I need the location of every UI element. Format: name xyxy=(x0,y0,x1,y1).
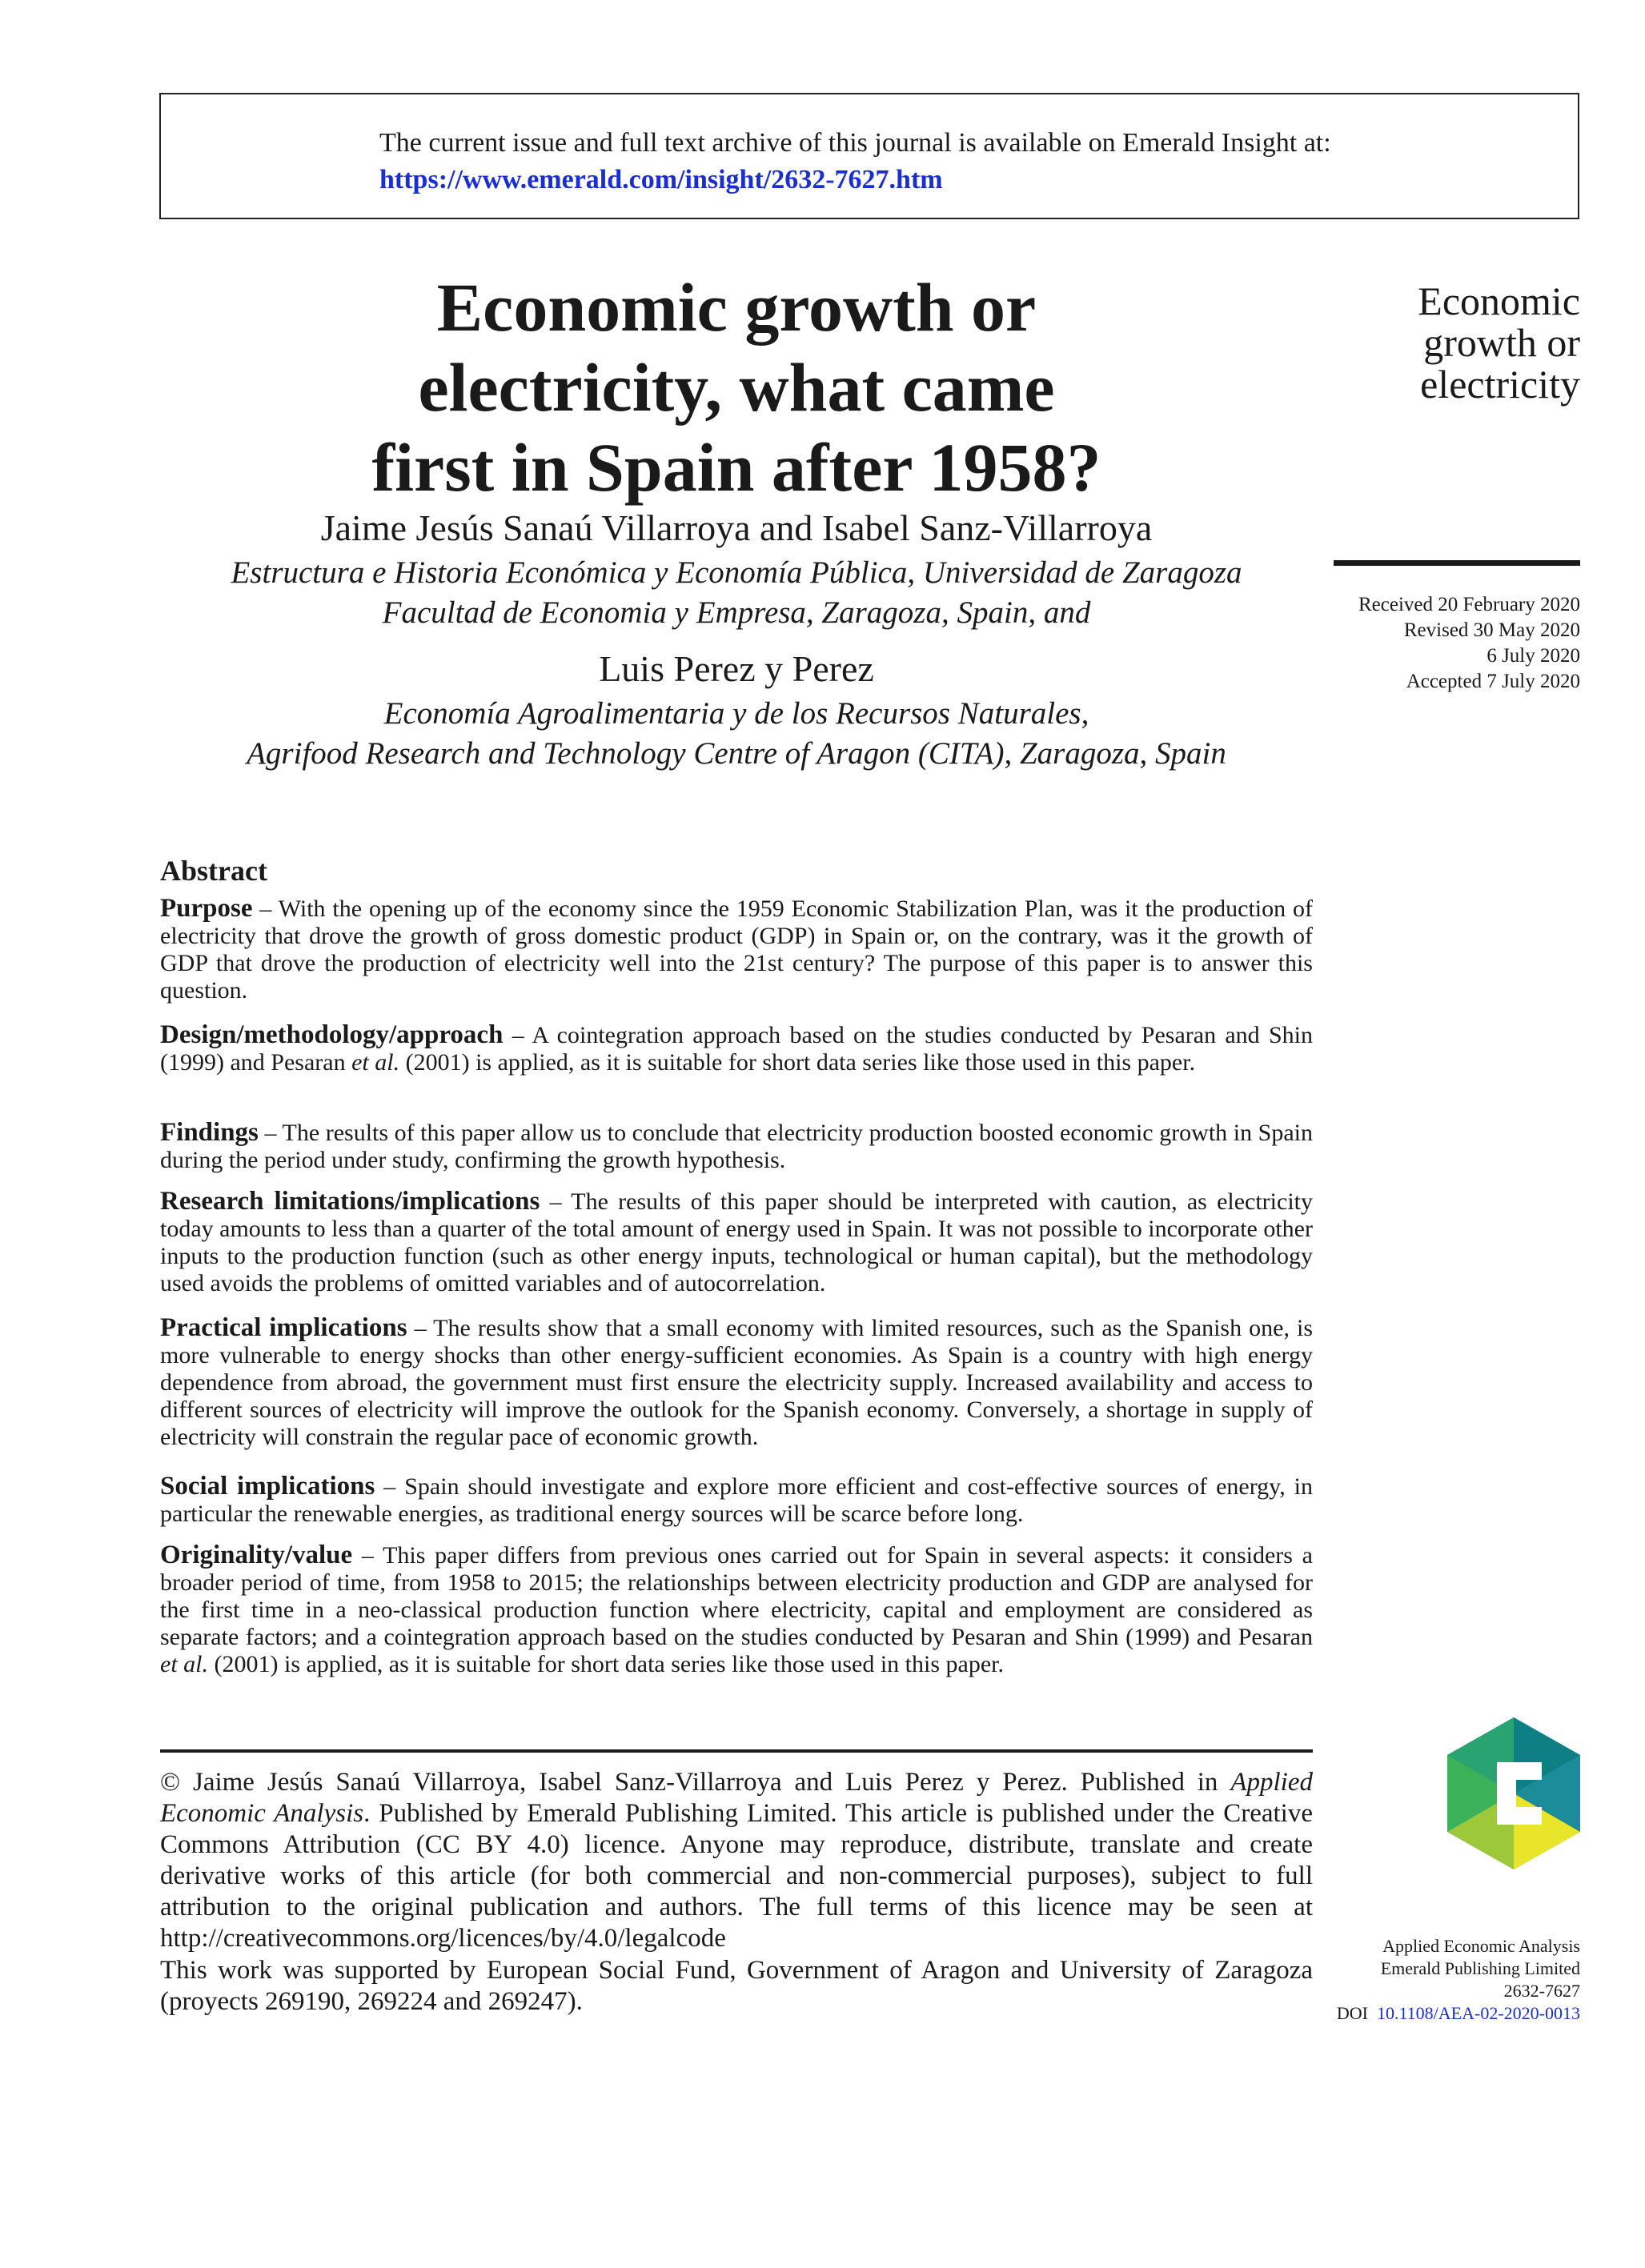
findings-label: Findings xyxy=(160,1118,259,1147)
license-text-b: . Published by Emerald Publishing Limited. This article is published under the Creative Commons Attribution (CC BY 4.0) licence. Anyone may reproduce, distribute, translate and create derivative works of this article (for both commercial and non-commercial purposes), subject to full attribution to the original publication and authors. The full terms of this licence may be seen at http://creativecommons.org/licences/by/4.0/legalcode xyxy=(160,1799,1313,1953)
originality-text-b: (2001) is applied, as it is suitable for short data series like those used in this paper. xyxy=(208,1651,1004,1677)
title-line-3: first in Spain after 1958? xyxy=(371,429,1101,506)
journal-name: Applied Economic Analysis xyxy=(1382,1936,1580,1956)
purpose-text: – With the opening up of the economy since the 1959 Economic Stabilization Plan, was it the production of electricity that drove the growth of gross domestic product (GDP) in Spain or, on the contrary, was it the growth of GDP that drove the production of electricity well into the 21st century? The purpose of this paper is to answer this question. xyxy=(160,896,1313,1004)
limitations-label: Research limitations/implications xyxy=(160,1187,540,1216)
article-history-dates xyxy=(1281,592,1580,695)
design-label: Design/methodology/approach xyxy=(160,1020,504,1049)
journal-logo-mark xyxy=(1447,1717,1580,1869)
article-title xyxy=(264,267,1209,507)
title-line-1: Economic growth or xyxy=(436,269,1037,346)
practical-label: Practical implications xyxy=(160,1313,407,1342)
abstract-findings xyxy=(160,1119,1313,1174)
authors-line-1: Jaime Jesús Sanaú Villarroya and Isabel Sanz-Villarroya xyxy=(320,507,1153,548)
journal-metadata xyxy=(1281,1935,1580,2025)
abstract-practical xyxy=(160,1314,1313,1451)
abstract-design xyxy=(160,1021,1313,1076)
license-divider xyxy=(160,1749,1313,1753)
authors-line-2: Luis Perez y Perez xyxy=(599,648,874,689)
doi-label: DOI xyxy=(1336,2003,1368,2023)
funding-statement: This work was supported by European Social Fund, Government of Aragon and University of Zaragoza (proyects 269190, 269224 and 269247). xyxy=(160,1956,1313,2016)
design-text-b: (2001) is applied, as it is suitable for short data series like those used in this paper. xyxy=(399,1049,1196,1076)
originality-etal: et al. xyxy=(160,1651,208,1677)
revised-date-2: 6 July 2020 xyxy=(1487,645,1580,667)
running-head-line-1: Economic xyxy=(1418,278,1580,323)
license-journal-name: Applied Economic Analysis xyxy=(160,1768,1313,1828)
social-text: – Spain should investigate and explore more efficient and cost-effective sources of energy, in particular the renewable energies, as traditional energy sources will be scarce before long. xyxy=(160,1473,1313,1527)
license-text-a: © Jaime Jesús Sanaú Villarroya, Isabel Sanz-Villarroya and Luis Perez y Perez. Published in xyxy=(160,1768,1231,1797)
purpose-label: Purpose xyxy=(160,894,253,923)
issn: 2632-7627 xyxy=(1503,1981,1580,2001)
journal-logo xyxy=(1447,1717,1580,1869)
affiliation-1-line-2: Facultad de Economia y Empresa, Zaragoza, Spain, and xyxy=(382,595,1091,630)
originality-label: Originality/value xyxy=(160,1541,353,1569)
right-column-rule xyxy=(1334,560,1580,566)
social-label: Social implications xyxy=(160,1472,375,1501)
affiliation-2-line-2: Agrifood Research and Technology Centre of Aragon (CITA), Zaragoza, Spain xyxy=(247,736,1226,771)
publisher-name: Emerald Publishing Limited xyxy=(1380,1958,1580,1978)
originality-text-a: – This paper differs from previous ones carried out for Spain in several aspects: it considers a broader period of time, from 1958 to 2015; the relationships between electricity production and GDP are analysed for the first time in a neo-classical production function where electricity, capital and employment are considered as separate factors; and a cointegration approach based on the studies conducted by Pesaran and Shin (1999) and Pesaran xyxy=(160,1542,1313,1650)
abstract-social xyxy=(160,1473,1313,1528)
design-etal: et al. xyxy=(351,1049,400,1076)
practical-text: – The results show that a small economy with limited resources, such as the Spanish one, is more vulnerable to energy shocks than other energy-sufficient economies. As Spain is a country with high energy dependence from abroad, the government must first ensure the electricity supply. Increased availability and access to different sources of electricity will improve the outlook for the Spanish economy. Conversely, a shortage in supply of electricity will constrain the regular pace of economic growth. xyxy=(160,1315,1313,1450)
abstract-limitations xyxy=(160,1188,1313,1297)
archive-notice-box xyxy=(159,93,1579,219)
findings-text: – The results of this paper allow us to conclude that electricity production boosted economic growth in Spain during the period under study, confirming the growth hypothesis. xyxy=(160,1120,1313,1173)
accepted-date: Accepted 7 July 2020 xyxy=(1406,671,1580,692)
received-date: Received 20 February 2020 xyxy=(1358,594,1580,615)
archive-notice-text: The current issue and full text archive of this journal is available on Emerald Insight at: xyxy=(379,128,1331,158)
title-line-2: electricity, what came xyxy=(418,349,1055,426)
doi-line xyxy=(1281,2002,1580,2025)
revised-date: Revised 30 May 2020 xyxy=(1403,619,1580,641)
doi-link[interactable]: 10.1108/AEA-02-2020-0013 xyxy=(1377,2003,1580,2023)
running-head-line-2: growth or xyxy=(1423,320,1580,365)
limitations-text: – The results of this paper should be interpreted with caution, as electricity today amounts to less than a quarter of the total amount of energy used in Spain. It was not possible to incorporate other inputs to the production function (such as other energy inputs, technological or human capital), but the methodology used avoids the problems of omitted variables and of autocorrelation. xyxy=(160,1188,1313,1296)
running-head xyxy=(1281,280,1580,405)
archive-url-link[interactable]: https://www.emerald.com/insight/2632-7627.htm xyxy=(379,165,943,194)
abstract-originality xyxy=(160,1541,1313,1678)
abstract-heading: Abstract xyxy=(160,855,267,887)
design-text-a: – A cointegration approach based on the studies conducted by Pesaran and Shin (1999) and Pesaran xyxy=(160,1022,1313,1076)
running-head-line-3: electricity xyxy=(1420,362,1580,407)
affiliation-2-line-1: Economía Agroalimentaria y de los Recursos Naturales, xyxy=(383,696,1089,731)
affiliation-1-line-1: Estructura e Historia Económica y Economía Pública, Universidad de Zaragoza xyxy=(231,555,1242,590)
abstract-purpose xyxy=(160,895,1313,1004)
license-text xyxy=(160,1767,1313,1954)
